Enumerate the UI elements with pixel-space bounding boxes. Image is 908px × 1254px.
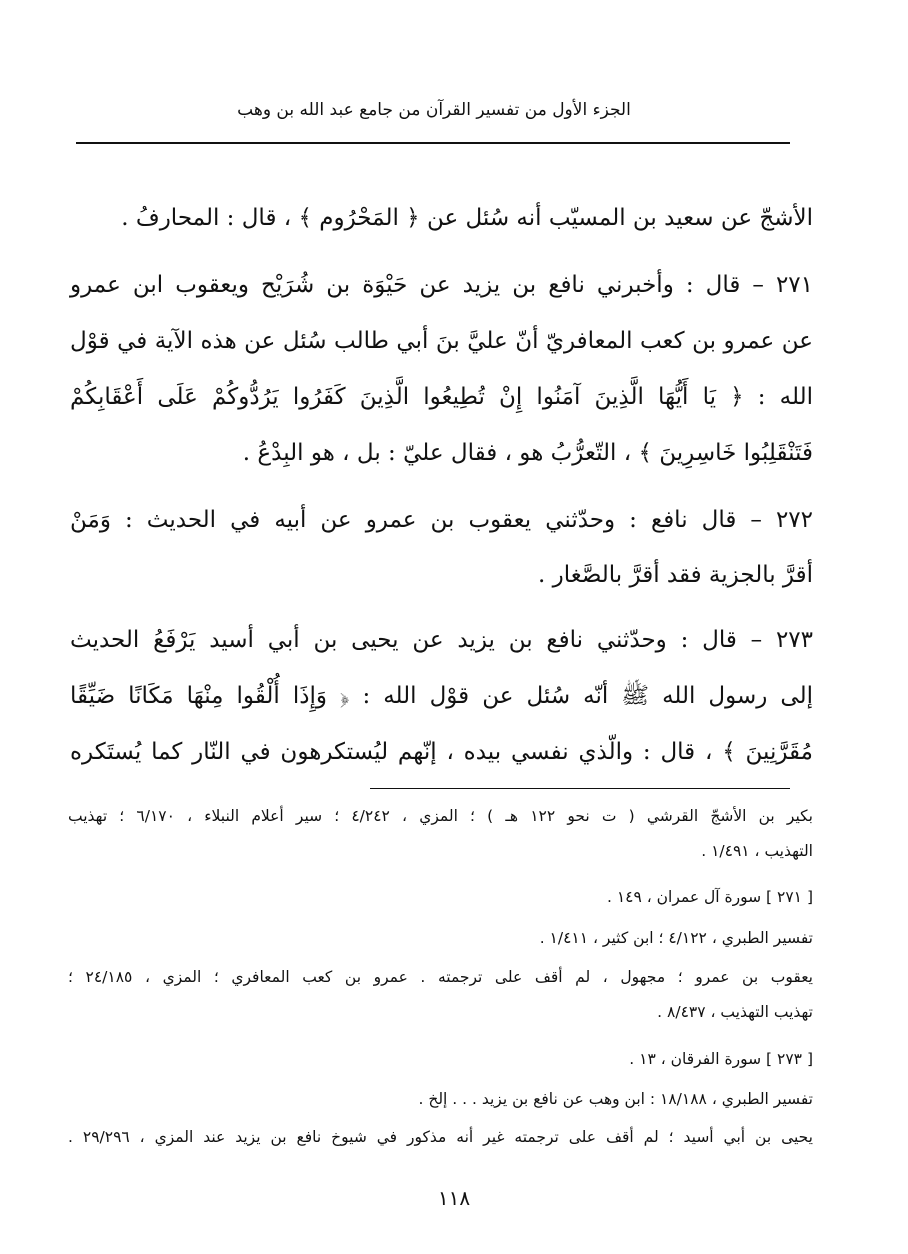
footnote-line: بكير بن الأشجّ القرشي ( ت نحو ١٢٢ هـ ) ؛ المزي ، ٤/٢٤٢ ؛ سير أعلام النبلاء ، ٦/١٧٠ ؛ تهذيب — [68, 807, 813, 825]
footnote-line: [ ٢٧٣ ] سورة الفرقان ، ١٣ . — [629, 1050, 813, 1068]
page-number: ١١٨ — [437, 1186, 471, 1210]
body-line: ٢٧١ – قال : وأخبرني نافع بن يزيد عن حَيْوَة بن شُرَيْح ويعقوب ابن عمرو — [70, 272, 813, 298]
body-line: إلى رسول الله ﷺ أنّه سُئل عن قوْل الله : ﴿ وَإِذَا أُلْقُوا مِنْهَا مَكَانًا ضَيِّقًا — [70, 683, 813, 709]
running-header: الجزء الأول من تفسير القرآن من جامع عبد الله بن وهب — [237, 100, 631, 120]
footnote-line: التهذيب ، ١/٤٩١ . — [701, 842, 813, 860]
footnote-line: تفسير الطبري ، ١٨/١٨٨ : ابن وهب عن نافع بن يزيد . . . إلخ . — [418, 1090, 813, 1108]
footnote-line: [ ٢٧١ ] سورة آل عمران ، ١٤٩ . — [606, 888, 813, 906]
body-line: عن عمرو بن كعب المعافريّ أنّ عليَّ بنَ أبي طالب سُئل عن هذه الآية في قوْل — [70, 328, 813, 354]
footnote-rule — [370, 788, 790, 789]
body-line: الله : ﴿ يَا أَيُّهَا الَّذِينَ آمَنُوا إِنْ تُطِيعُوا الَّذِينَ كَفَرُوا يَرُدُّوكُمْ عَلَى أَعْقَابِكُمْ — [70, 384, 813, 410]
header-rule — [76, 142, 790, 144]
body-line: الأشجّ عن سعيد بن المسيّب أنه سُئل عن ﴿ المَحْرُوم ﴾ ، قال : المحارفُ . — [121, 205, 813, 231]
footnote-line: تهذيب التهذيب ، ٨/٤٣٧ . — [657, 1003, 813, 1021]
footnote-line: يحيى بن أبي أسيد ؛ لم أقف على ترجمته غير أنه مذكور في شيوخ نافع بن يزيد عند المزي ، ٢٩/٢٩٦ . — [68, 1128, 813, 1146]
body-line: مُقَرَّنِينَ ﴾ ، قال : والّذي نفسي بيده ، إنّهم ليُستكرهون في النّار كما يُستَكره — [70, 739, 813, 765]
body-line: ٢٧٢ – قال نافع : وحدّثني يعقوب بن عمرو عن أبيه في الحديث : وَمَنْ — [70, 507, 813, 533]
body-line: أقرَّ بالجزية فقد أقرَّ بالصَّغار . — [538, 562, 813, 588]
footnote-line: تفسير الطبري ، ٤/١٢٢ ؛ ابن كثير ، ١/٤١١ . — [539, 929, 813, 947]
body-line: ٢٧٣ – قال : وحدّثني نافع بن يزيد عن يحيى بن أبي أسيد يَرْفَعُ الحديث — [70, 627, 813, 653]
footnote-line: يعقوب بن عمرو ؛ مجهول ، لم أقف على ترجمته . عمرو بن كعب المعافري ؛ المزي ، ٢٤/١٨٥ ؛ — [68, 968, 813, 986]
body-line: فَتَنْقَلِبُوا خَاسِرِينَ ﴾ ، التّعرُّبُ هو ، فقال عليّ : بل ، هو البِدْعُ . — [242, 440, 813, 466]
